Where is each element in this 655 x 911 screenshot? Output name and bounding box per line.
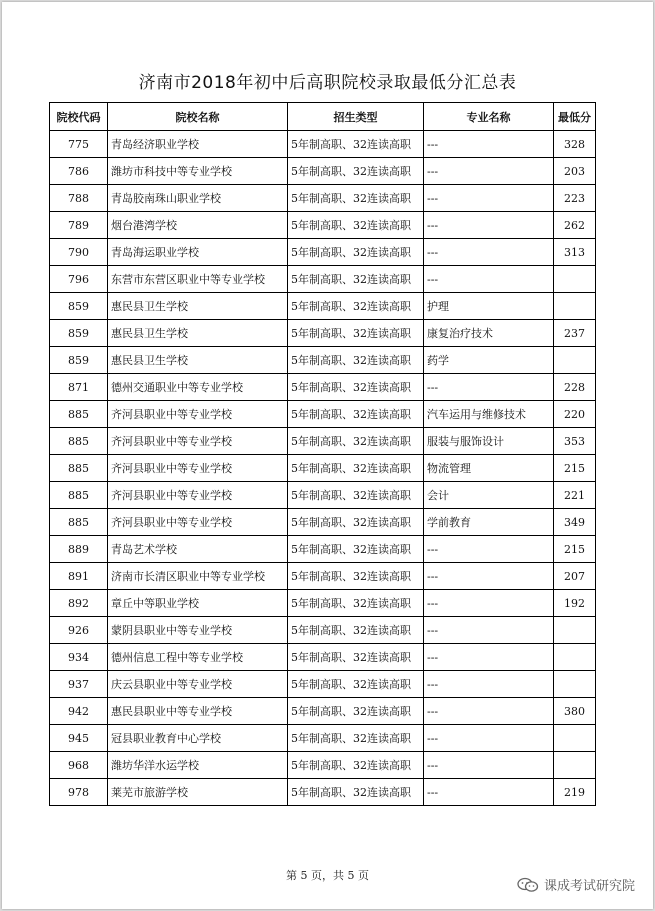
wechat-icon xyxy=(517,877,539,893)
enrollment-type-cell: 5年制高职、32连读高职 xyxy=(288,509,424,536)
min-score-cell: 203 xyxy=(554,158,596,185)
school-name-cell: 青岛海运职业学校 xyxy=(108,239,288,266)
school-name-cell: 济南市长清区职业中等专业学校 xyxy=(108,563,288,590)
major-name-cell: 汽车运用与维修技术 xyxy=(424,401,554,428)
enrollment-type-cell: 5年制高职、32连读高职 xyxy=(288,185,424,212)
school-name-cell: 冠县职业教育中心学校 xyxy=(108,725,288,752)
min-score-cell xyxy=(554,617,596,644)
school-code-cell: 859 xyxy=(50,347,108,374)
min-score-cell: 228 xyxy=(554,374,596,401)
school-name-cell: 潍坊市科技中等专业学校 xyxy=(108,158,288,185)
school-name-cell: 东营市东营区职业中等专业学校 xyxy=(108,266,288,293)
admission-scores-table xyxy=(49,102,596,806)
min-score-cell: 262 xyxy=(554,212,596,239)
school-code-cell: 926 xyxy=(50,617,108,644)
school-name-cell: 德州信息工程中等专业学校 xyxy=(108,644,288,671)
header-school-code: 院校代码 xyxy=(50,103,108,131)
school-code-cell: 945 xyxy=(50,725,108,752)
school-code-cell: 891 xyxy=(50,563,108,590)
table-row xyxy=(50,131,596,158)
enrollment-type-cell: 5年制高职、32连读高职 xyxy=(288,131,424,158)
school-name-cell: 烟台港湾学校 xyxy=(108,212,288,239)
enrollment-type-cell: 5年制高职、32连读高职 xyxy=(288,644,424,671)
table-row xyxy=(50,455,596,482)
school-code-cell: 788 xyxy=(50,185,108,212)
school-name-cell: 青岛胶南珠山职业学校 xyxy=(108,185,288,212)
school-name-cell: 齐河县职业中等专业学校 xyxy=(108,482,288,509)
enrollment-type-cell: 5年制高职、32连读高职 xyxy=(288,374,424,401)
enrollment-type-cell: 5年制高职、32连读高职 xyxy=(288,347,424,374)
enrollment-type-cell: 5年制高职、32连读高职 xyxy=(288,725,424,752)
enrollment-type-cell: 5年制高职、32连读高职 xyxy=(288,590,424,617)
school-code-cell: 885 xyxy=(50,482,108,509)
major-name-cell: --- xyxy=(424,185,554,212)
min-score-cell: 328 xyxy=(554,131,596,158)
major-name-cell: 康复治疗技术 xyxy=(424,320,554,347)
major-name-cell: --- xyxy=(424,779,554,806)
header-enrollment-type: 招生类型 xyxy=(288,103,424,131)
table-row xyxy=(50,428,596,455)
table-row xyxy=(50,617,596,644)
enrollment-type-cell: 5年制高职、32连读高职 xyxy=(288,320,424,347)
major-name-cell: --- xyxy=(424,131,554,158)
major-name-cell: --- xyxy=(424,266,554,293)
table-row xyxy=(50,698,596,725)
table-row xyxy=(50,536,596,563)
major-name-cell: --- xyxy=(424,536,554,563)
table-row xyxy=(50,725,596,752)
enrollment-type-cell: 5年制高职、32连读高职 xyxy=(288,563,424,590)
header-school-name: 院校名称 xyxy=(108,103,288,131)
min-score-cell xyxy=(554,347,596,374)
enrollment-type-cell: 5年制高职、32连读高职 xyxy=(288,779,424,806)
school-name-cell: 齐河县职业中等专业学校 xyxy=(108,509,288,536)
table-row xyxy=(50,779,596,806)
school-name-cell: 章丘中等职业学校 xyxy=(108,590,288,617)
enrollment-type-cell: 5年制高职、32连读高职 xyxy=(288,293,424,320)
table-row xyxy=(50,347,596,374)
school-code-cell: 790 xyxy=(50,239,108,266)
enrollment-type-cell: 5年制高职、32连读高职 xyxy=(288,617,424,644)
major-name-cell: --- xyxy=(424,617,554,644)
school-code-cell: 775 xyxy=(50,131,108,158)
major-name-cell: 会计 xyxy=(424,482,554,509)
min-score-cell: 237 xyxy=(554,320,596,347)
school-name-cell: 齐河县职业中等专业学校 xyxy=(108,455,288,482)
enrollment-type-cell: 5年制高职、32连读高职 xyxy=(288,266,424,293)
school-code-cell: 885 xyxy=(50,455,108,482)
min-score-cell: 220 xyxy=(554,401,596,428)
min-score-cell xyxy=(554,266,596,293)
min-score-cell: 215 xyxy=(554,455,596,482)
table-body xyxy=(50,131,596,806)
major-name-cell: 药学 xyxy=(424,347,554,374)
school-code-cell: 934 xyxy=(50,644,108,671)
table-row xyxy=(50,509,596,536)
school-name-cell: 青岛艺术学校 xyxy=(108,536,288,563)
watermark xyxy=(517,875,635,894)
school-code-cell: 942 xyxy=(50,698,108,725)
min-score-cell xyxy=(554,671,596,698)
school-name-cell: 青岛经济职业学校 xyxy=(108,131,288,158)
school-name-cell: 莱芜市旅游学校 xyxy=(108,779,288,806)
table-row xyxy=(50,671,596,698)
min-score-cell: 207 xyxy=(554,563,596,590)
school-name-cell: 惠民县卫生学校 xyxy=(108,320,288,347)
enrollment-type-cell: 5年制高职、32连读高职 xyxy=(288,455,424,482)
major-name-cell: --- xyxy=(424,590,554,617)
major-name-cell: --- xyxy=(424,671,554,698)
school-code-cell: 978 xyxy=(50,779,108,806)
table-row xyxy=(50,239,596,266)
table-row xyxy=(50,374,596,401)
min-score-cell: 349 xyxy=(554,509,596,536)
major-name-cell: --- xyxy=(424,725,554,752)
school-code-cell: 889 xyxy=(50,536,108,563)
min-score-cell xyxy=(554,293,596,320)
major-name-cell: --- xyxy=(424,239,554,266)
school-code-cell: 885 xyxy=(50,428,108,455)
school-name-cell: 齐河县职业中等专业学校 xyxy=(108,401,288,428)
school-code-cell: 885 xyxy=(50,401,108,428)
major-name-cell: --- xyxy=(424,212,554,239)
enrollment-type-cell: 5年制高职、32连读高职 xyxy=(288,671,424,698)
enrollment-type-cell: 5年制高职、32连读高职 xyxy=(288,698,424,725)
major-name-cell: 服装与服饰设计 xyxy=(424,428,554,455)
enrollment-type-cell: 5年制高职、32连读高职 xyxy=(288,482,424,509)
major-name-cell: --- xyxy=(424,563,554,590)
header-major-name: 专业名称 xyxy=(424,103,554,131)
school-code-cell: 859 xyxy=(50,320,108,347)
school-name-cell: 潍坊华洋水运学校 xyxy=(108,752,288,779)
min-score-cell xyxy=(554,644,596,671)
table-header-row xyxy=(50,103,596,131)
page-title: 济南市2018年初中后高职院校录取最低分汇总表 xyxy=(138,73,517,93)
enrollment-type-cell: 5年制高职、32连读高职 xyxy=(288,158,424,185)
school-code-cell: 796 xyxy=(50,266,108,293)
page-number-footer: 第 5 页，共 5 页 xyxy=(286,869,369,882)
table-row xyxy=(50,212,596,239)
enrollment-type-cell: 5年制高职、32连读高职 xyxy=(288,536,424,563)
major-name-cell: --- xyxy=(424,752,554,779)
major-name-cell: 学前教育 xyxy=(424,509,554,536)
enrollment-type-cell: 5年制高职、32连读高职 xyxy=(288,401,424,428)
school-code-cell: 859 xyxy=(50,293,108,320)
table-row xyxy=(50,482,596,509)
min-score-cell: 223 xyxy=(554,185,596,212)
header-min-score: 最低分 xyxy=(554,103,596,131)
school-name-cell: 德州交通职业中等专业学校 xyxy=(108,374,288,401)
school-code-cell: 789 xyxy=(50,212,108,239)
school-name-cell: 蒙阴县职业中等专业学校 xyxy=(108,617,288,644)
school-name-cell: 惠民县卫生学校 xyxy=(108,347,288,374)
school-name-cell: 惠民县卫生学校 xyxy=(108,293,288,320)
table-row xyxy=(50,158,596,185)
school-code-cell: 892 xyxy=(50,590,108,617)
major-name-cell: --- xyxy=(424,374,554,401)
min-score-cell: 353 xyxy=(554,428,596,455)
table-row xyxy=(50,266,596,293)
min-score-cell: 192 xyxy=(554,590,596,617)
min-score-cell: 219 xyxy=(554,779,596,806)
school-code-cell: 937 xyxy=(50,671,108,698)
min-score-cell: 221 xyxy=(554,482,596,509)
table-row xyxy=(50,320,596,347)
watermark-text: 课成考试研究院 xyxy=(543,879,635,894)
school-code-cell: 968 xyxy=(50,752,108,779)
major-name-cell: --- xyxy=(424,698,554,725)
major-name-cell: --- xyxy=(424,158,554,185)
table-row xyxy=(50,752,596,779)
school-name-cell: 庆云县职业中等专业学校 xyxy=(108,671,288,698)
enrollment-type-cell: 5年制高职、32连读高职 xyxy=(288,212,424,239)
major-name-cell: 物流管理 xyxy=(424,455,554,482)
table-row xyxy=(50,590,596,617)
school-name-cell: 齐河县职业中等专业学校 xyxy=(108,428,288,455)
table-row xyxy=(50,401,596,428)
enrollment-type-cell: 5年制高职、32连读高职 xyxy=(288,428,424,455)
table-row xyxy=(50,644,596,671)
school-code-cell: 786 xyxy=(50,158,108,185)
min-score-cell: 380 xyxy=(554,698,596,725)
min-score-cell: 215 xyxy=(554,536,596,563)
min-score-cell xyxy=(554,752,596,779)
major-name-cell: --- xyxy=(424,644,554,671)
enrollment-type-cell: 5年制高职、32连读高职 xyxy=(288,239,424,266)
school-code-cell: 885 xyxy=(50,509,108,536)
min-score-cell: 313 xyxy=(554,239,596,266)
table-row xyxy=(50,293,596,320)
document-page xyxy=(2,2,653,909)
table-row xyxy=(50,185,596,212)
school-name-cell: 惠民县职业中等专业学校 xyxy=(108,698,288,725)
table-row xyxy=(50,563,596,590)
min-score-cell xyxy=(554,725,596,752)
enrollment-type-cell: 5年制高职、32连读高职 xyxy=(288,752,424,779)
school-code-cell: 871 xyxy=(50,374,108,401)
major-name-cell: 护理 xyxy=(424,293,554,320)
